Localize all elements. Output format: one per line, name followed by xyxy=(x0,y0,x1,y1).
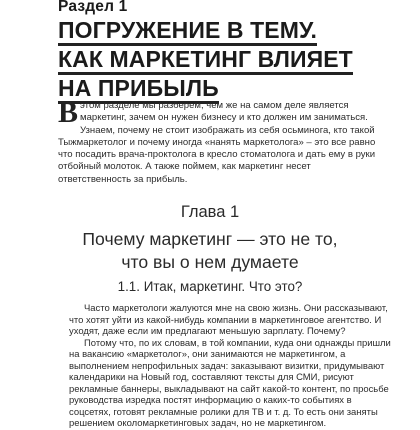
section-title xyxy=(58,17,398,104)
body-paragraph: Потому что, по их словам, в той компании, куда они однажды пришли на вакансию «маркетолог», они занимаются не маркетингом, а выполнением непрофильных задач: заказывают визитки, придумывают календарики на Новый год, составляют тексты для СМИ, рисуют рекламные баннеры, выкладывают на сайт какой-то контент, по просьбе руководства изредка постят информацию о каких-то событиях в соцсетях, готовят рекламные ролики для ТВ и т. д. То есть они заняты решением околомаркетинговых задач, но не маркетингом. xyxy=(69,337,391,430)
section-title-line: ПОГРУЖЕНИЕ В ТЕМУ. xyxy=(58,17,398,46)
section-intro xyxy=(58,96,381,186)
chapter-title xyxy=(0,228,420,274)
section-title-line: НА ПРИБЫЛЬ xyxy=(58,75,398,104)
chapter-title-line: Почему маркетинг — это не то, xyxy=(82,229,338,249)
intro-text: этом разделе мы разберем, чем же на самом деле является маркетинг, зачем он нужен бизнесу и кто должен им заниматься. Узнаем, почему не стоит изображать из себя осьминога, кто такой Тыжмаркетолог и почему иногда «нанять маркетолога» – это все равно что посадить врача-проктолога в кресло стоматолога и дать ему в руки отбойный молоток. А также поймем, как маркетинг несет ответственность за прибыль. xyxy=(58,100,376,185)
subsection-title: 1.1. Итак, маркетинг. Что это? xyxy=(117,279,303,294)
body-paragraph: Часто маркетологи жалуются мне на свою жизнь. Они рассказывают, что хотят уйти из какой-нибудь компании в маркетинговое агентство. И уходят, даже если им предлагают меньшую зарплату. Почему? xyxy=(69,303,388,338)
drop-cap: В xyxy=(58,96,79,129)
body-text xyxy=(69,303,392,430)
section-title-line: КАК МАРКЕТИНГ ВЛИЯЕТ xyxy=(58,46,398,75)
chapter-label: Глава 1 xyxy=(180,203,240,221)
chapter-title-line: что вы о нем думаете xyxy=(121,252,299,272)
section-label: Раздел 1 xyxy=(58,0,128,15)
